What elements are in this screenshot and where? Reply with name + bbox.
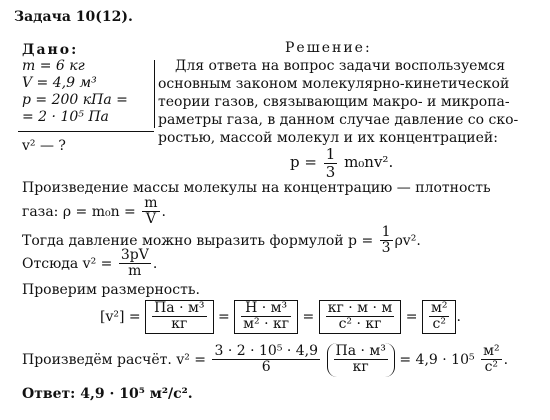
calc-unit-den: кг (352, 359, 369, 376)
given-mass: m = 6 кг (22, 58, 85, 74)
calc-den: 6 (261, 359, 271, 376)
calc-num: 3 · 2 · 10⁵ · 4,9 (214, 343, 319, 359)
speed-square-den: m (128, 263, 142, 280)
speed-square-formula (22, 248, 157, 280)
density-formula (22, 196, 166, 228)
find-quantity: v² — ? (22, 138, 66, 154)
calc-lhs: v² = (176, 351, 207, 368)
given-volume: V = 4,9 м³ (22, 75, 97, 91)
calc-label: Произведём расчёт. (22, 351, 172, 368)
density-lhs: газа: ρ = m₀n = (22, 203, 136, 220)
calc-unit-num: Па · м³ (335, 343, 386, 359)
dim1-num: Па · м³ (154, 300, 205, 316)
answer (22, 386, 193, 402)
speed-square-end: . (152, 255, 158, 272)
calculation (22, 343, 508, 377)
dim3-num: кг · м · м (327, 300, 393, 316)
solution-line-1: Для ответа на вопрос задачи воспользуемся (175, 58, 506, 74)
pressure-density-num: 1 (381, 224, 391, 240)
density-num: m (144, 195, 158, 211)
solution-line-2: основным законом молекулярно-кинетической (158, 76, 510, 92)
given-heading: Дано: (22, 42, 79, 58)
density-end: . (161, 203, 166, 220)
formula1-num: 1 (325, 145, 336, 163)
dimension-lhs: [v²] = (100, 308, 141, 325)
solution-line-3: теории газов, связывающим макро- и микропа- (158, 94, 510, 110)
calc-result-den: с² (484, 359, 499, 376)
speed-square-num: 3pV (120, 247, 149, 263)
solution-line-5: ростью, массой молекул и их концентрацией: (158, 130, 498, 146)
calc-result-num: м² (483, 343, 500, 359)
given-pressure: p = 200 кПа = (22, 92, 128, 108)
dim3-den: с² · кг (338, 316, 382, 333)
speed-square-lhs: Отсюда v² = (22, 255, 113, 272)
problem-title: Задача 10(12). (14, 9, 133, 25)
density-text: Произведение массы молекулы на концентрацию — плотность (22, 180, 491, 196)
dim2-num: Н · м³ (241, 301, 291, 317)
calc-end: . (503, 351, 509, 368)
pressure-density-text: Тогда давление можно выразить формулой p = (22, 232, 374, 249)
solution-line-4: раметры газа, в данном случае давление со ско- (158, 112, 519, 128)
given-find-divider (18, 131, 154, 132)
pressure-density-den: 3 (381, 240, 391, 257)
dim-eq-2: = (302, 308, 315, 325)
formula1-lhs: p = (290, 153, 317, 171)
dim-eq-3: = (405, 308, 418, 325)
formula1-rhs: m₀nv². (344, 153, 394, 171)
dim-end: . (456, 308, 461, 325)
dim4-num: м² (430, 300, 448, 316)
formula1-den: 3 (325, 162, 336, 181)
formula-main-equation (290, 146, 393, 180)
calc-result: = 4,9 · 10⁵ (399, 351, 475, 368)
solution-heading: Решение: (285, 40, 372, 56)
check-dimension-text: Проверим размерность. (22, 282, 200, 298)
answer-value: 4,9 · 10⁵ м²/с². (80, 386, 193, 402)
density-den: V (145, 211, 156, 228)
dimension-check (100, 300, 461, 334)
dim4-den: с² (432, 316, 446, 333)
answer-label: Ответ: (22, 386, 76, 402)
given-pressure-si: = 2 · 10⁵ Па (22, 109, 109, 125)
pressure-density-rhs: ρv². (394, 232, 421, 249)
dim-eq-1: = (217, 308, 230, 325)
dim1-den: кг (171, 316, 188, 333)
dim2-den: м² · кг (243, 316, 290, 333)
